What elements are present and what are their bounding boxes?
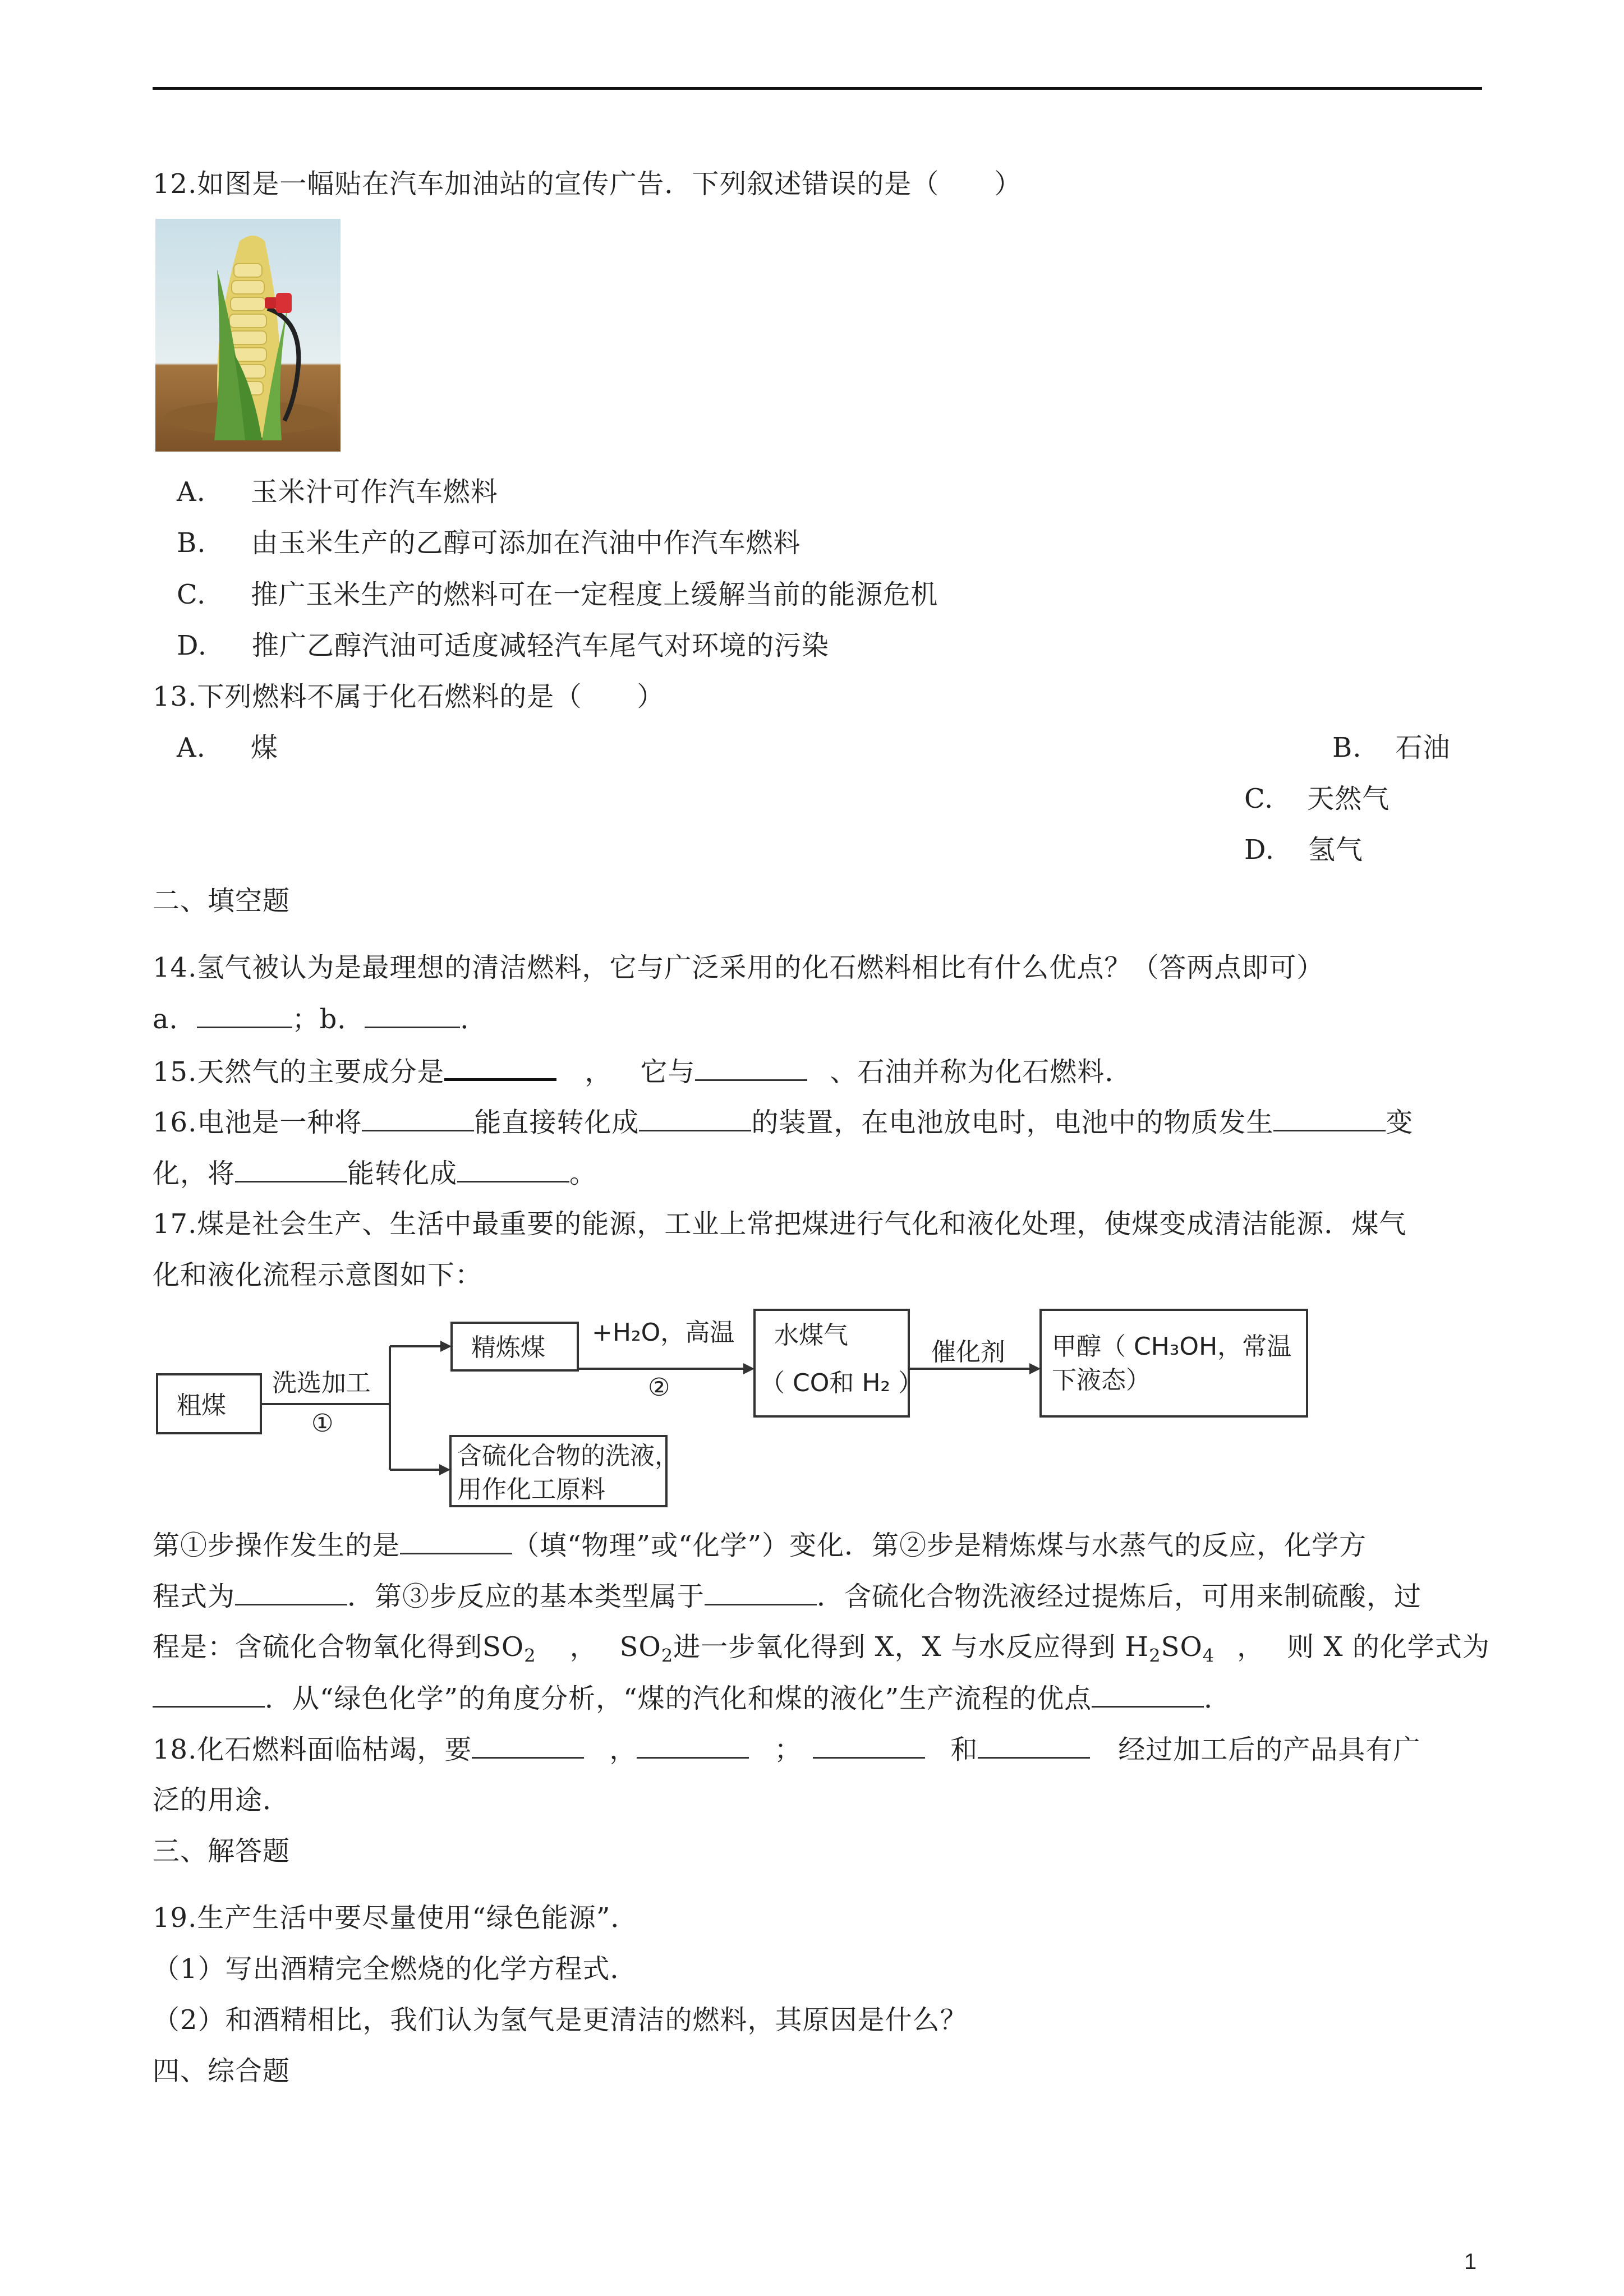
q12-option-b: B. 由玉米生产的乙醇可添加在汽油中作汽车燃料 [177, 527, 801, 559]
flow-step1-num: ① [311, 1409, 334, 1438]
q13-option-a: A. 煤 [177, 732, 278, 763]
flow-step2: +H₂O，高温 [592, 1318, 735, 1347]
arrow-to-sulfur [439, 1464, 450, 1475]
q17-question-line-2: 程式为 ．第③步反应的基本类型属于 ．含硫化合物洗液经过提炼后，可用来制硫酸，过 [153, 1579, 1421, 1613]
section-heading-fill-in: 二、填空题 [153, 885, 291, 917]
section-heading-answer: 三、解答题 [153, 1835, 291, 1867]
q16-blank-5[interactable] [457, 1156, 569, 1182]
q18-line-2: 泛的用途． [153, 1784, 291, 1816]
arrow-to-refined [440, 1341, 452, 1352]
q18-line-1: 18.化石燃料面临枯竭，要 ， ； 和 经过加工后的产品具有广 [153, 1732, 1420, 1766]
arrow-to-watergas [743, 1363, 755, 1374]
q17-blank-2[interactable] [235, 1579, 347, 1605]
flow-step1: 洗选加工 [272, 1369, 371, 1397]
q12-stem: 12.如图是一幅贴在汽车加油站的宣传广告．下列叙述错误的是（ ） [153, 168, 1022, 200]
q18-blank-4[interactable] [978, 1732, 1090, 1759]
corn-fuel-ad-image [155, 219, 341, 452]
q14-answer-line: a． ；b． ． [153, 1002, 487, 1036]
q17-question-line-1: 第①步操作发生的是 （填“物理”或“化学”）变化．第②步是精炼煤与水蒸气的反应，化学方 [153, 1528, 1367, 1562]
q14-stem: 14.氢气被认为是最理想的清洁燃料，它与广泛采用的化石燃料相比有什么优点？（答两点即可） [153, 952, 1324, 983]
q19-sub-2: （2）和酒精相比，我们认为氢气是更清洁的燃料，其原因是什么？ [153, 2004, 968, 2036]
flow-methanol-2: 下液态） [1052, 1366, 1151, 1395]
flow-sulfur-2: 用作化工原料 [457, 1475, 605, 1504]
q15-blank-1[interactable] [444, 1053, 556, 1081]
flow-watergas-2: （ CO和 H₂ ） [760, 1369, 923, 1397]
page-number: 1 [1464, 2249, 1477, 2274]
q16-blank-2[interactable] [639, 1105, 751, 1131]
q18-blank-1[interactable] [472, 1732, 584, 1759]
flow-catalyst: 催化剂 [931, 1338, 1005, 1366]
q13-option-c: C. 天然气 [1244, 783, 1390, 815]
q17-blank-5[interactable] [1092, 1681, 1204, 1708]
q16-line-1: 16.电池是一种将 能直接转化成 的装置，在电池放电时，电池中的物质发生 变 [153, 1105, 1413, 1139]
q17-question-line-4: ．从“绿色化学”的角度分析，“煤的汽化和煤的液化”生产流程的优点 ． [153, 1681, 1231, 1715]
box-methanol [1041, 1310, 1307, 1416]
flow-step2-num: ② [648, 1373, 670, 1402]
q12-option-a: A. 玉米汁可作汽车燃料 [177, 476, 498, 508]
q18-blank-2[interactable] [637, 1732, 749, 1759]
flow-watergas-1: 水煤气 [774, 1321, 848, 1350]
q17-blank-3[interactable] [705, 1579, 817, 1605]
header-rule [153, 87, 1482, 90]
q12-option-c: C. 推广玉米生产的燃料可在一定程度上缓解当前的能源危机 [177, 579, 938, 610]
q16-line-2: 化，将 能转化成 。 [153, 1156, 597, 1190]
flow-methanol-1: 甲醇（ CH₃OH，常温 [1052, 1332, 1292, 1361]
flow-coal: 粗煤 [177, 1391, 226, 1420]
coal-process-flow-diagram [154, 1301, 1321, 1509]
q17-question-line-3: 程是：含硫化合物氧化得到$SO_2$ ， $SO_2$进一步氧化得到 X，X 与水反应得到 $H_2SO_4$ ， 则 X 的化学式为 [153, 1631, 1490, 1667]
q19-stem: 19.生产生活中要尽量使用“绿色能源”． [153, 1902, 638, 1934]
q16-blank-4[interactable] [235, 1156, 347, 1182]
q15-line: 15.天然气的主要成分是 ， 它与 、石油并称为化石燃料． [153, 1053, 1132, 1089]
arrow-to-methanol [1029, 1363, 1041, 1374]
flow-refined: 精炼煤 [471, 1333, 545, 1362]
q13-option-b: B. 石油 [1332, 732, 1451, 763]
q18-blank-3[interactable] [813, 1732, 925, 1759]
q14-blank-b[interactable] [365, 1002, 460, 1028]
q12-option-d: D. 推广乙醇汽油可适度减轻汽车尾气对环境的污染 [177, 630, 830, 661]
q16-blank-1[interactable] [362, 1105, 474, 1131]
flow-sulfur-1: 含硫化合物的洗液， [457, 1442, 679, 1470]
q17-blank-4[interactable] [153, 1681, 265, 1708]
q17-line-1: 17.煤是社会生产、生活中最重要的能源，工业上常把煤进行气化和液化处理，使煤变成清洁能源．煤气 [153, 1208, 1407, 1240]
q14-blank-a[interactable] [197, 1002, 292, 1028]
q13-stem: 13.下列燃料不属于化石燃料的是（ ） [153, 681, 665, 712]
q15-blank-2[interactable] [695, 1055, 807, 1081]
q17-line-2: 化和液化流程示意图如下： [153, 1259, 483, 1291]
section-heading-comprehensive: 四、综合题 [153, 2055, 291, 2087]
q17-blank-1[interactable] [400, 1528, 512, 1554]
q19-sub-1: （1）写出酒精完全燃烧的化学方程式． [153, 1953, 638, 1985]
q16-blank-3[interactable] [1273, 1105, 1386, 1131]
q13-option-d: D. 氢气 [1244, 834, 1364, 866]
